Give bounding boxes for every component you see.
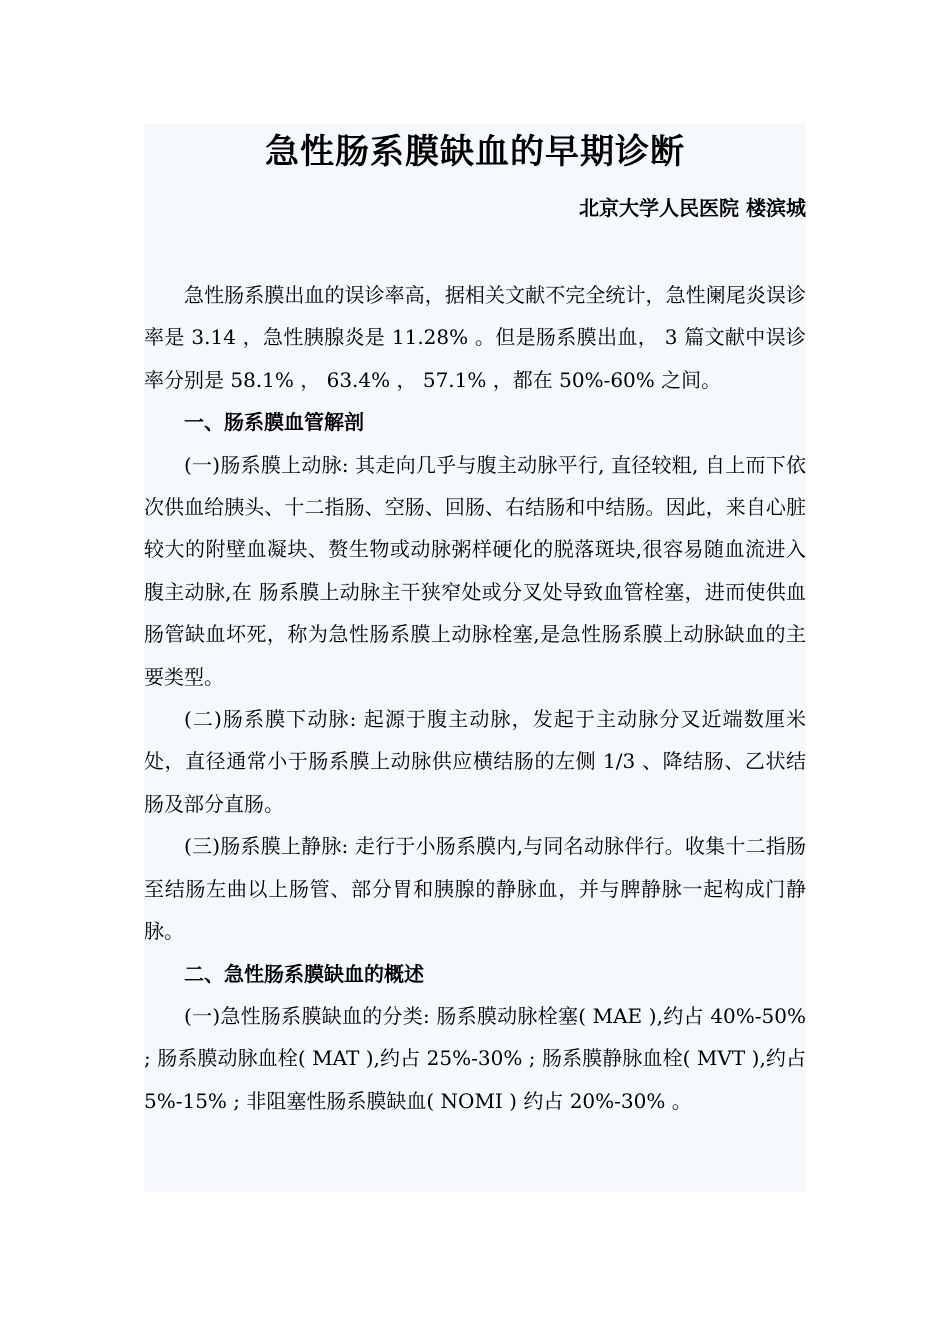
section-heading-anatomy: 一、肠系膜血管解剖 bbox=[184, 410, 364, 435]
document-author: 北京大学人民医院 楼滨城 bbox=[579, 196, 806, 220]
paragraph-classification: (一)急性肠系膜缺血的分类: 肠系膜动脉栓塞( MAE ),约占 40%-50% ; 肠系膜动脉血栓( MAT ),约占 25%-30% ; 肠系膜静脉血栓( MVT ),约占 5%-15% ; 非阻塞性肠系膜缺血( NOMI ) 约占 20%-30% 。 bbox=[144, 1003, 806, 1113]
paragraph-superior-mesenteric-vein: (三)肠系膜上静脉: 走行于小肠系膜内,与同名动脉伴行。收集十二指肠至结肠左曲以上肠管、部分胃和胰腺的静脉血，并与脾静脉一起构成门静脉。 bbox=[144, 834, 806, 944]
section-heading-overview: 二、急性肠系膜缺血的概述 bbox=[184, 961, 424, 986]
paragraph-superior-mesenteric-artery: (一)肠系膜上动脉: 其走向几乎与腹主动脉平行, 直径较粗, 自上而下依次供血给胰头、十二指肠、空肠、回肠、右结肠和中结肠。因此，来自心脏较大的附壁血凝块、赘生物或动脉粥样硬化的脱落斑块,很容易随血流进入腹主动脉,在 肠系膜上动脉主干狭窄处或分叉处导致血管栓塞，进而使供血肠管缺血坏死，称为急性肠系膜上动脉栓塞,是急性肠系膜上动脉缺血的主要类型。 bbox=[144, 452, 806, 689]
document-body bbox=[144, 274, 806, 1122]
paragraph-inferior-mesenteric-artery: (二)肠系膜下动脉: 起源于腹主动脉，发起于主动脉分叉近端数厘米处，直径通常小于肠系膜上动脉供应横结肠的左侧 1/3 、降结肠、乙状结肠及部分直肠。 bbox=[144, 707, 806, 816]
intro-paragraph: 急性肠系膜出血的误诊率高，据相关文献不完全统计，急性阑尾炎误诊率是 3.14 ，急性胰腺炎是 11.28% 。但是肠系膜出血， 3 篇文献中误诊率分别是 58.1% ， 63.4% ， 57.1% ，都在 50%-60% 之间。 bbox=[144, 283, 806, 392]
document-title: 急性肠系膜缺血的早期诊断 bbox=[265, 132, 685, 172]
